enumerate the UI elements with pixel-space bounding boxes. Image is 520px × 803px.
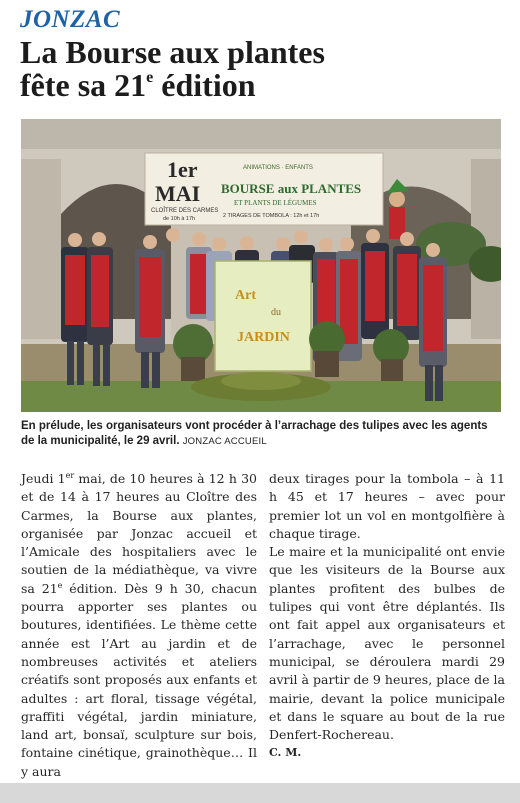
banner-tombola: 2 TIRAGES DE TOMBOLA : 12h et 17h xyxy=(223,213,320,219)
group-photo-illustration xyxy=(21,119,501,412)
banner-title: BOURSE aux PLANTES xyxy=(221,181,362,196)
text-run: mai, de 10 heures à 12 h 30 et de 14 à 17 heures au Cloître des Carmes, la Bourse aux plantes, organisée par Jonzac accueil et l’Amicale des hospitaliers avec le soutien de la médiathèque, va vivre sa 21 xyxy=(21,471,257,596)
author-signature: C. M. xyxy=(269,746,302,760)
photo-caption xyxy=(21,419,501,449)
headline-line-2 xyxy=(20,69,500,102)
paragraph: Le maire et la municipalité ont envie que les visiteurs de la Bourse aux plantes profitent des bulbes de tulipes qui vont être déplantés. Ils ont fait appel aux organisateurs et l’arrachage, avec le personnel municipal, se déroulera mardi 29 avril à partir de 9 heures, place de la mairie, devant la police municipale et dans le square au bout de la rue Denfert-Rochereau. xyxy=(269,544,505,743)
banner-sub: ET PLANTS DE LÉGUMES xyxy=(234,199,317,207)
article-photo xyxy=(21,119,501,412)
paragraph xyxy=(21,470,257,781)
headline-line-2-end: édition xyxy=(153,67,256,103)
article-column-2 xyxy=(269,470,505,763)
paragraph: deux tirages pour la tombola – à 11 h 45 et 17 heures – avec pour premier lot un vol en montgolfière à chaque tirage. xyxy=(269,471,505,541)
headline-line-2-text: fête sa 21 xyxy=(20,67,147,103)
sign-jardin: JARDIN xyxy=(237,330,290,345)
banner-place: CLOÎTRE DES CARMES xyxy=(151,208,219,214)
superscript: e xyxy=(57,580,63,590)
article-headline xyxy=(20,36,500,102)
banner-1er: 1er xyxy=(167,157,198,182)
banner-hours: de 10h à 17h xyxy=(163,216,196,222)
headline-superscript: e xyxy=(146,69,154,86)
section-kicker: JONZAC xyxy=(20,6,121,33)
text-run: édition. Dès 9 h 30, chacun pourra apporter ses plantes ou boutures, identifiées. Le thème cette année est l’Art au jardin et de nombreuses activités et ateliers créatifs sont proposés aux enfants et adultes : art floral, tissage végétal, graffiti végétal, jardin miniature, land art, bonsaï, sculpture sur bois, fontaine cinétique, grainothèque… Il y aura xyxy=(21,580,258,779)
banner-mai: MAI xyxy=(155,181,201,206)
page-footer-bar xyxy=(0,783,520,803)
text-run: Jeudi 1 xyxy=(21,471,66,486)
photo-credit: JONZAC ACCUEIL xyxy=(182,436,267,447)
banner-anim: ANIMATIONS · ENFANTS xyxy=(243,165,313,171)
article-column-1 xyxy=(21,470,257,781)
sign-du: du xyxy=(271,307,281,318)
headline-line-1: La Bourse aux plantes xyxy=(20,34,325,70)
caption-text: En prélude, les organisateurs vont procéder à l’arrachage des tulipes avec les agents de la municipalité, le 29 avril. xyxy=(21,420,488,447)
sign-art: Art xyxy=(235,288,256,303)
superscript: er xyxy=(65,471,75,480)
